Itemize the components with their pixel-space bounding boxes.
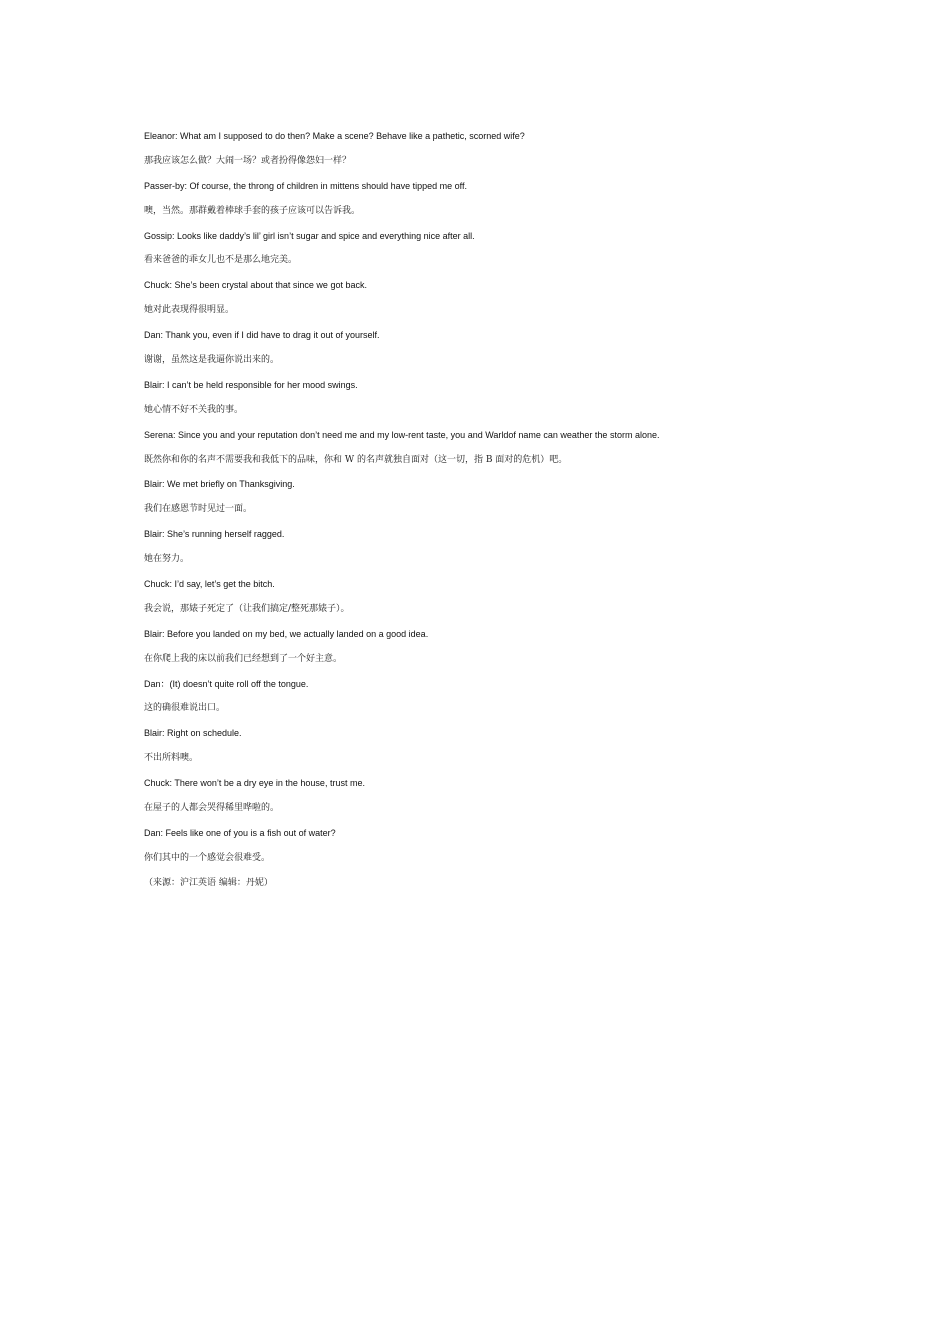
dialogue-line-en: Dan: Feels like one of you is a fish out of water? [144, 827, 336, 838]
dialogue-line-en: Passer-by: Of course, the throng of children in mittens should have tipped me off. [144, 180, 468, 191]
dialogue-line-en: Blair: I can’t be held responsible for her mood swings. [144, 379, 358, 390]
dialogue-line-en: Dan: Thank you, even if I did have to drag it out of yourself. [144, 330, 380, 341]
dialogue-line-zh: 我们在感恩节时见过一面。 [144, 504, 253, 515]
dialogue-line-en: Gossip: Looks like daddy’s lil’ girl isn’t sugar and spice and everything nice after all. [144, 230, 475, 241]
dialogue-line-zh: 不出所料噢。 [144, 753, 199, 764]
dialogue-line-en: Chuck: There won’t be a dry eye in the house, trust me. [144, 778, 365, 789]
dialogue-line-zh: 她心情不好不关我的事。 [144, 404, 244, 415]
dialogue-line-en: Blair: Before you landed on my bed, we actually landed on a good idea. [144, 628, 429, 639]
dialogue-line-en: Eleanor: What am I supposed to do then? Make a scene? Behave like a pathetic, scorned wife? [144, 131, 525, 141]
dialogue-line-en: Blair: We met briefly on Thanksgiving. [144, 479, 295, 490]
dialogue-line-en: Dan：(It) doesn’t quite roll off the tongue. [144, 678, 309, 689]
dialogue-line-zh: 在屋子的人都会哭得稀里哗啦的。 [144, 803, 280, 814]
dialogue-line-zh: 你们其中的一个感觉会很难受。 [144, 852, 271, 863]
document-page [144, 128, 864, 900]
dialogue-line-zh: 在你爬上我的床以前我们已经想到了一个好主意。 [144, 653, 343, 664]
dialogue-line-en: Chuck: She’s been crystal about that since we got back. [144, 280, 367, 291]
dialogue-line-zh: 我会说，那婊子死定了（让我们搞定/整死那婊子）。 [144, 603, 350, 614]
dialogue-line-zh: 看来爸爸的乖女儿也不是那么地完美。 [144, 255, 298, 266]
source-credit: （来源：沪江英语 编辑：丹妮） [144, 877, 273, 888]
dialogue-line-zh: 她对此表现得很明显。 [144, 305, 235, 316]
dialogue-line-zh: 那我应该怎么做？大闹一场？或者扮得像怨妇一样？ [144, 155, 352, 166]
dialogue-line-zh: 她在努力。 [144, 554, 190, 565]
dialogue-line-en: Blair: Right on schedule. [144, 728, 242, 739]
dialogue-line-en: Serena: Since you and your reputation don’t need me and my low-rent taste, you and Warldof name can weather the storm alone. [144, 429, 660, 440]
dialogue-line-zh: 这的确很难说出口。 [144, 703, 226, 714]
dialogue-line-zh: 噢，当然。那群戴着棒球手套的孩子应该可以告诉我。 [144, 205, 361, 216]
dialogue-line-en: Chuck: I’d say, let’s get the bitch. [144, 579, 275, 590]
dialogue-line-zh: 谢谢，虽然这是我逼你说出来的。 [144, 355, 280, 366]
dialogue-line-zh: 既然你和你的名声不需要我和我低下的品味，你和 W 的名声就独自面对（这一切，指 B 面对的危机）吧。 [144, 454, 568, 465]
dialogue-line-en: Blair: She’s running herself ragged. [144, 529, 285, 540]
